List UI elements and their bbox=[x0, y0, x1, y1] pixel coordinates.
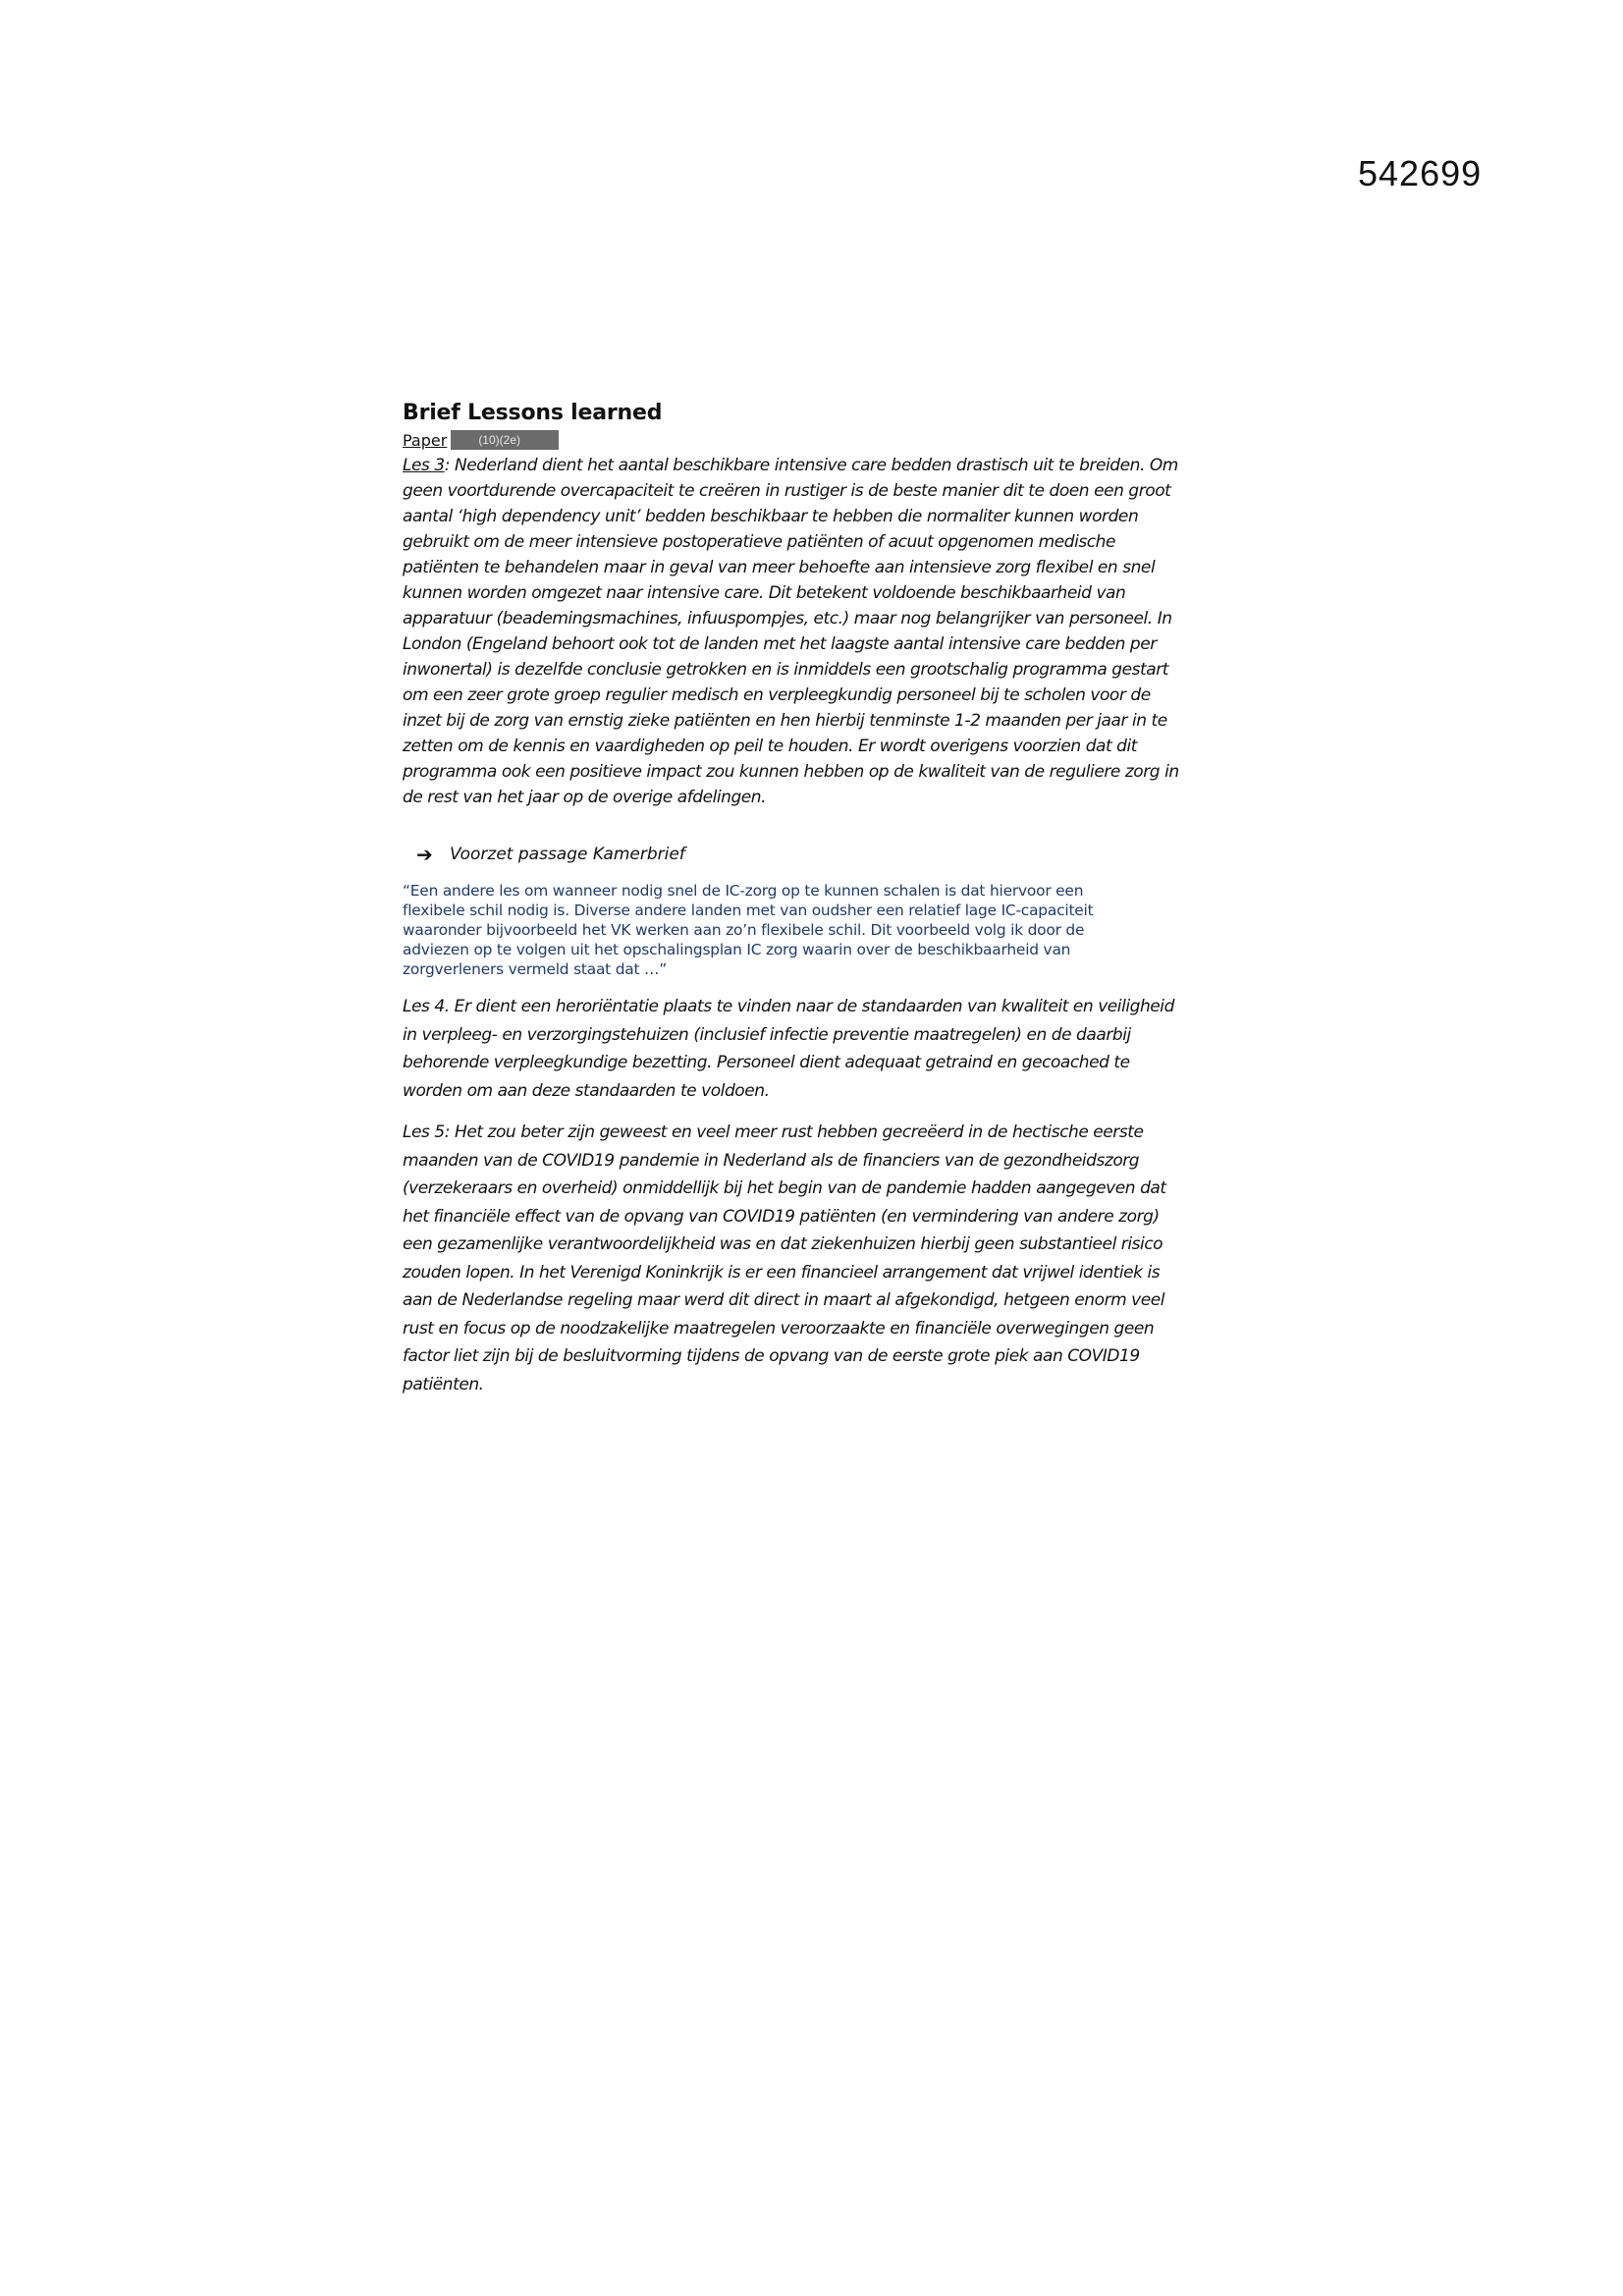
les5-line: rust en focus op de noodzakelijke maatregelen veroorzaakte en financiële overwegingen geen bbox=[403, 1318, 1155, 1339]
document-id: 542699 bbox=[1358, 153, 1483, 193]
quote-line: flexibele schil nodig is. Diverse andere landen met van oudsher een relatief lage IC-capaciteit bbox=[403, 902, 1094, 919]
quote-line: “Een andere les om wanneer nodig snel de IC-zorg op te kunnen schalen is dat hiervoor een bbox=[403, 882, 1084, 900]
les5-line: aan de Nederlandse regeling maar werd dit direct in maart al afgekondigd, hetgeen enorm veel bbox=[403, 1290, 1165, 1310]
les3-paragraph bbox=[403, 453, 1237, 810]
les4-paragraph bbox=[403, 993, 1237, 1105]
voorzet-line bbox=[416, 842, 1237, 867]
document-heading: Brief Lessons learned bbox=[403, 401, 663, 425]
redaction-block: (10)(2e) bbox=[451, 430, 559, 450]
les4-line: behorende verpleegkundige bezetting. Personeel dient adequaat getraind en gecoached te bbox=[403, 1053, 1130, 1072]
les3-line: geen voortdurende overcapaciteit te creëren in rustiger is de beste manier dit te doen een groot bbox=[403, 481, 1171, 501]
les3-line: Les 3: Nederland dient het aantal beschikbare intensive care bedden drastisch uit te breiden. Om bbox=[403, 456, 1178, 475]
paper-line bbox=[403, 429, 1237, 451]
les3-label: Les 3 bbox=[403, 456, 445, 475]
les5-paragraph bbox=[403, 1119, 1237, 1398]
les5-line: Les 5: Het zou beter zijn geweest en veel meer rust hebben gecreëerd in de hectische eerste bbox=[403, 1122, 1144, 1142]
les3-line: om een zeer grote groep regulier medisch en verpleegkundig personeel bij te scholen voor de bbox=[403, 685, 1151, 705]
les3-line: aantal ‘high dependency unit’ bedden beschikbaar te hebben die normaliter kunnen worden bbox=[403, 507, 1139, 526]
les4-line: in verpleeg- en verzorgingstehuizen (inclusief infectie preventie maatregelen) en de daarbij bbox=[403, 1024, 1131, 1045]
les3-line: apparatuur (beademingsmachines, infuuspompjes, etc.) maar nog belangrijker van personeel. In bbox=[403, 609, 1172, 629]
les4-line: Les 4. Er dient een heroriëntatie plaats te vinden naar de standaarden van kwaliteit en veiligheid bbox=[403, 997, 1174, 1016]
les5-line: factor liet zijn bij de besluitvorming tijdens de opvang van de eerste grote piek aan COVID19 bbox=[403, 1346, 1140, 1366]
les3-line: inwonertal) is dezelfde conclusie getrokken en is inmiddels een grootschalig programma gestart bbox=[403, 660, 1168, 680]
les3-line: zetten om de kennis en vaardigheden op peil te houden. Er wordt overigens voorzien dat dit bbox=[403, 737, 1137, 756]
les3-line: de rest van het jaar op de overige afdelingen. bbox=[403, 788, 767, 807]
les3-line: programma ook een positieve impact zou kunnen hebben op de kwaliteit van de reguliere zorg in bbox=[403, 762, 1179, 782]
les5-line: het financiële effect van de opvang van COVID19 patiënten (en vermindering van andere zorg) bbox=[403, 1206, 1160, 1227]
les3-line: inzet bij de zorg van ernstig zieke patiënten en hen hierbij tenminste 1-2 maanden per jaar in te bbox=[403, 711, 1167, 731]
quote-line: waaronder bijvoorbeeld het VK werken aan zo’n flexibele schil. Dit voorbeeld volg ik door de bbox=[403, 921, 1085, 939]
les5-line: zouden lopen. In het Verenigd Koninkrijk is er een financieel arrangement dat vrijwel identiek is bbox=[403, 1262, 1161, 1283]
les3-line: patiënten te behandelen maar in geval van meer behoefte aan intensieve zorg flexibel en snel bbox=[403, 558, 1156, 577]
quote-line: zorgverleners vermeld staat dat …” bbox=[403, 960, 667, 978]
les5-line: maanden van de COVID19 pandemie in Nederland als de financiers van de gezondheidszorg bbox=[403, 1150, 1140, 1171]
document-body bbox=[403, 401, 1237, 1398]
les5-line: patiënten. bbox=[403, 1374, 484, 1394]
les4-line: worden om aan deze standaarden te voldoen. bbox=[403, 1080, 770, 1101]
les3-line: gebruikt om de meer intensieve postoperatieve patiënten of acuut opgenomen medische bbox=[403, 532, 1115, 552]
paper-label: Paper bbox=[403, 430, 448, 450]
les3-line: kunnen worden omgezet naar intensive care. Dit betekent voldoende beschikbaarheid van bbox=[403, 583, 1126, 603]
quote-line: adviezen op te volgen uit het opschalingsplan IC zorg waarin over de beschikbaarheid van bbox=[403, 941, 1071, 958]
les5-line: (verzekeraars en overheid) onmiddellijk bij het begin van de pandemie hadden aangegeven dat bbox=[403, 1178, 1166, 1198]
arrow-right-icon: ➔ bbox=[416, 843, 433, 866]
voorzet-label: Voorzet passage Kamerbrief bbox=[450, 845, 685, 864]
les3-line: London (Engeland behoort ook tot de landen met het laagste aantal intensive care bedden per bbox=[403, 634, 1157, 654]
kamerbrief-quote bbox=[403, 881, 1237, 979]
les5-line: een gezamenlijke verantwoordelijkheid was en dat ziekenhuizen hierbij geen substantieel risico bbox=[403, 1234, 1163, 1254]
